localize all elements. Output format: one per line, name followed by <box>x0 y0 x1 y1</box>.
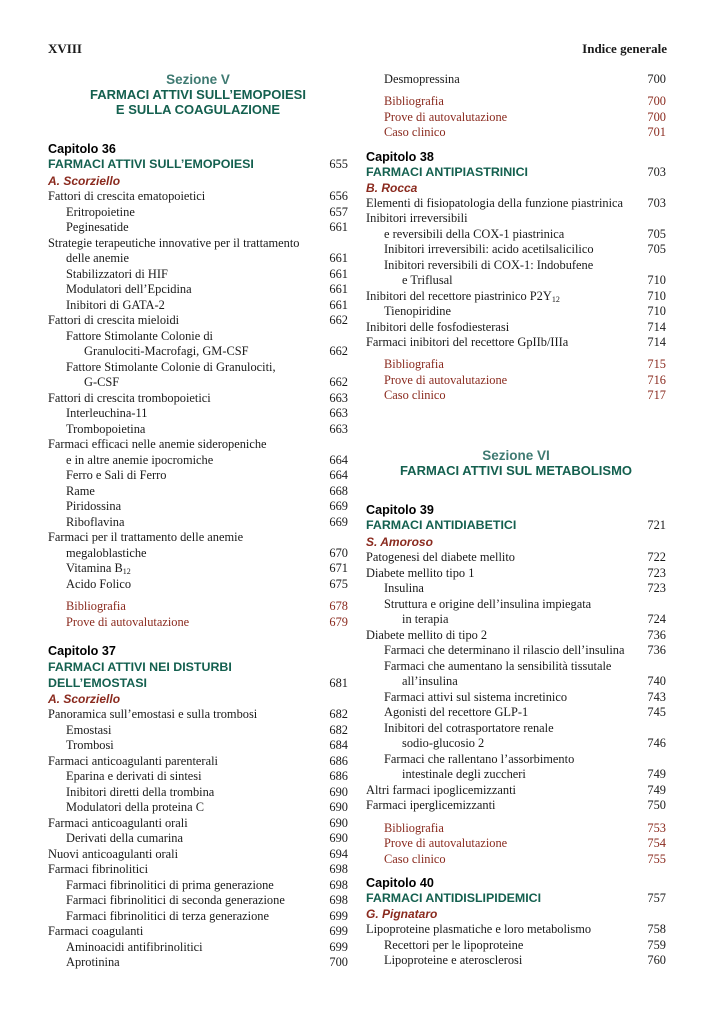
toc-text: Capitolo 37 <box>48 644 116 658</box>
toc-text: Diabete mellito di tipo 2 <box>366 628 488 642</box>
page-number: 657 <box>329 205 348 219</box>
toc-text: Strategie terapeutiche innovative per il trattamento <box>48 236 300 250</box>
toc-text: Prove di autovalutazione <box>384 110 508 124</box>
toc-entry <box>48 723 348 738</box>
page-number: 723 <box>647 581 666 595</box>
page-number: 749 <box>647 783 666 797</box>
toc-text: Farmaci anticoagulanti parenterali <box>48 754 218 768</box>
toc-text: Capitolo 40 <box>366 876 434 890</box>
page-number: 705 <box>647 242 666 256</box>
page-number: 699 <box>329 924 348 938</box>
toc-entry <box>48 189 348 204</box>
section-title <box>48 102 348 117</box>
toc-entry <box>366 72 666 87</box>
page-number: 723 <box>647 566 666 580</box>
toc-entry <box>48 800 348 815</box>
toc-entry <box>366 550 666 565</box>
toc-entry <box>48 329 348 344</box>
section-label <box>366 448 666 463</box>
toc-entry <box>48 893 348 908</box>
toc-text: B. Rocca <box>366 181 418 195</box>
toc-entry <box>366 211 666 226</box>
toc-text: e reversibili della COX-1 piastrinica <box>384 227 565 241</box>
toc-text: Struttura e origine dell’insulina impiegata <box>384 597 592 611</box>
running-title: Indice generale <box>582 41 667 56</box>
page-folio: XVIII <box>48 41 82 56</box>
toc-entry <box>48 831 348 846</box>
page-number: 668 <box>329 484 348 498</box>
toc-entry <box>366 581 666 596</box>
page-number: 736 <box>647 628 666 642</box>
page-number: 682 <box>329 723 348 737</box>
toc-text: A. Scorziello <box>48 174 121 188</box>
page-number: 755 <box>647 852 666 866</box>
toc-text: Inibitori diretti della trombina <box>66 785 215 799</box>
chapter-author <box>366 181 666 196</box>
toc-text: Acido Folico <box>66 577 132 591</box>
chapter-label <box>48 142 348 157</box>
toc-text: Prove di autovalutazione <box>384 373 508 387</box>
toc-back-matter <box>48 615 348 630</box>
chapter-title <box>48 676 348 691</box>
page-number: 678 <box>329 599 348 613</box>
toc-text: in terapia <box>402 612 449 626</box>
page-number: 669 <box>329 499 348 513</box>
toc-text: Modulatori della proteina C <box>66 800 204 814</box>
page-number: 698 <box>329 878 348 892</box>
toc-text: Lipoproteine e aterosclerosi <box>384 953 523 967</box>
toc-entry <box>48 267 348 282</box>
chapter-author <box>366 535 666 550</box>
toc-text: all’insulina <box>402 674 458 688</box>
page-number: 681 <box>329 676 348 690</box>
page-number: 740 <box>647 674 666 688</box>
toc-entry <box>48 816 348 831</box>
toc-text: Diabete mellito tipo 1 <box>366 566 475 580</box>
toc-entry <box>366 922 666 937</box>
toc-text: Rame <box>66 484 95 498</box>
toc-entry <box>366 612 666 627</box>
page-number: 743 <box>647 690 666 704</box>
page-number: 722 <box>647 550 666 564</box>
toc-entry <box>48 236 348 251</box>
toc-text: Modulatori dell’Epcidina <box>66 282 192 296</box>
toc-text: Fattori di crescita trombopoietici <box>48 391 211 405</box>
page-number: 661 <box>329 220 348 234</box>
page-number: 710 <box>647 289 666 303</box>
page-number: 760 <box>647 953 666 967</box>
toc-text: Insulina <box>384 581 424 595</box>
toc-entry <box>366 705 666 720</box>
page-number: 663 <box>329 406 348 420</box>
page-number: 663 <box>329 422 348 436</box>
page-number: 700 <box>329 955 348 969</box>
page-number: 724 <box>647 612 666 626</box>
page-number: 759 <box>647 938 666 952</box>
toc-entry <box>48 375 348 390</box>
page-number: 663 <box>329 391 348 405</box>
toc-text: Peginesatide <box>66 220 129 234</box>
chapter-title <box>366 518 666 533</box>
section-title <box>366 463 666 478</box>
toc-back-matter <box>366 110 666 125</box>
toc-text: Aprotinina <box>66 955 120 969</box>
toc-text: Farmaci che determinano il rilascio dell’insulina <box>384 643 625 657</box>
toc-entry <box>48 878 348 893</box>
page-number: 749 <box>647 767 666 781</box>
toc-entry <box>48 909 348 924</box>
toc-entry <box>366 953 666 968</box>
page-number: 671 <box>329 561 348 575</box>
page-number: 714 <box>647 335 666 349</box>
toc-text: Inibitori di GATA-2 <box>66 298 165 312</box>
toc-entry <box>366 273 666 288</box>
page-number: 694 <box>329 847 348 861</box>
page-number: 710 <box>647 273 666 287</box>
toc-text: Patogenesi del diabete mellito <box>366 550 515 564</box>
toc-back-matter <box>366 836 666 851</box>
chapter-label <box>366 503 666 518</box>
toc-text: Fattore Stimolante Colonie di <box>66 329 213 343</box>
toc-entry <box>48 847 348 862</box>
toc-entry <box>48 484 348 499</box>
toc-text: Farmaci che aumentano la sensibilità tissutale <box>384 659 612 673</box>
page-number: 753 <box>647 821 666 835</box>
chapter-label <box>366 876 666 891</box>
page-number: 698 <box>329 893 348 907</box>
toc-text: Farmaci attivi sul sistema incretinico <box>384 690 568 704</box>
page-number: 675 <box>329 577 348 591</box>
toc-entry <box>366 289 666 304</box>
toc-entry <box>48 205 348 220</box>
toc-text: Fattori di crescita ematopoietici <box>48 189 206 203</box>
toc-entry <box>366 566 666 581</box>
toc-text: Farmaci efficaci nelle anemie sideropeniche <box>48 437 267 451</box>
toc-text: Nuovi anticoagulanti orali <box>48 847 179 861</box>
toc-back-matter <box>366 357 666 372</box>
toc-text: Farmaci anticoagulanti orali <box>48 816 188 830</box>
toc-text: Stabilizzatori di HIF <box>66 267 168 281</box>
chapter-author <box>366 907 666 922</box>
toc-entry <box>48 422 348 437</box>
toc-entry <box>366 335 666 350</box>
toc-text: FARMACI ATTIVI SULL’EMOPOIESI <box>48 157 254 171</box>
subscript: 12 <box>551 295 560 304</box>
toc-text: Derivati della cumarina <box>66 831 183 845</box>
subscript: 12 <box>122 567 131 576</box>
toc-text: Desmopressina <box>384 72 460 86</box>
chapter-author <box>48 692 348 707</box>
toc-entry <box>48 251 348 266</box>
page-number: 686 <box>329 769 348 783</box>
toc-text: E SULLA COAGULAZIONE <box>115 102 281 117</box>
toc-text: Trombosi <box>66 738 114 752</box>
toc-text: Farmaci per il trattamento delle anemie <box>48 530 244 544</box>
chapter-author <box>48 174 348 189</box>
toc-entry <box>366 304 666 319</box>
toc-entry <box>48 940 348 955</box>
toc-back-matter <box>366 373 666 388</box>
toc-entry <box>48 468 348 483</box>
section-label <box>48 72 348 87</box>
toc-text: Caso clinico <box>384 125 446 139</box>
page-number: 684 <box>329 738 348 752</box>
toc-text: Recettori per le lipoproteine <box>384 938 524 952</box>
toc-text: Eparina e derivati di sintesi <box>66 769 202 783</box>
page-number: 655 <box>329 157 348 171</box>
page-number: 682 <box>329 707 348 721</box>
page-number: 679 <box>329 615 348 629</box>
toc-text: e Triflusal <box>402 273 453 287</box>
page-number: 717 <box>647 388 666 402</box>
page-number: 664 <box>329 453 348 467</box>
page-number: 754 <box>647 836 666 850</box>
toc-text: Inibitori del cotrasportatore renale <box>384 721 554 735</box>
page-number: 758 <box>647 922 666 936</box>
toc-text: FARMACI ATTIVI SULL’EMOPOIESI <box>90 87 306 102</box>
toc-back-matter <box>366 94 666 109</box>
toc-text: Ferro e Sali di Ferro <box>66 468 167 482</box>
toc-entry <box>366 721 666 736</box>
chapter-title <box>48 660 348 675</box>
page-number: 661 <box>329 298 348 312</box>
toc-text: Aminoacidi antifibrinolitici <box>66 940 203 954</box>
page-number: 656 <box>329 189 348 203</box>
page-number: 701 <box>647 125 666 139</box>
toc-text: Farmaci che rallentano l’assorbimento <box>384 752 575 766</box>
toc-text: delle anemie <box>66 251 129 265</box>
toc-text: Piridossina <box>66 499 122 513</box>
page-number: 669 <box>329 515 348 529</box>
page-number: 662 <box>329 344 348 358</box>
toc-text: Riboflavina <box>66 515 125 529</box>
page-number: 703 <box>647 196 666 210</box>
toc-text: Bibliografia <box>384 94 444 108</box>
toc-text: Fattore Stimolante Colonie di Granulociti, <box>66 360 276 374</box>
toc-text: Capitolo 39 <box>366 503 434 517</box>
toc-text: FARMACI ANTIDIABETICI <box>366 518 517 532</box>
toc-entry <box>48 298 348 313</box>
toc-text: Panoramica sull’emostasi e sulla trombosi <box>48 707 258 721</box>
page-number: 690 <box>329 831 348 845</box>
toc-entry <box>366 227 666 242</box>
toc-entry <box>366 690 666 705</box>
toc-entry <box>366 938 666 953</box>
toc-text: FARMACI ATTIVI NEI DISTURBI <box>48 660 232 674</box>
toc-back-matter <box>366 821 666 836</box>
toc-back-matter <box>366 388 666 403</box>
toc-text: Agonisti del recettore GLP-1 <box>384 705 529 719</box>
toc-entry <box>48 924 348 939</box>
toc-entry <box>48 530 348 545</box>
toc-text: Fattori di crescita mieloidi <box>48 313 180 327</box>
toc-entry <box>48 220 348 235</box>
toc-text: G-CSF <box>84 375 120 389</box>
toc-text: Altri farmaci ipoglicemizzanti <box>366 783 517 797</box>
toc-entry <box>366 597 666 612</box>
page-number: 757 <box>647 891 666 905</box>
toc-text: Prove di autovalutazione <box>384 836 508 850</box>
page-number: 690 <box>329 800 348 814</box>
toc-text: Farmaci fibrinolitici di terza generazione <box>66 909 269 923</box>
toc-entry <box>48 406 348 421</box>
chapter-title <box>48 157 348 172</box>
page-number: 699 <box>329 909 348 923</box>
toc-entry <box>48 546 348 561</box>
toc-entry <box>48 862 348 877</box>
page-number: 746 <box>647 736 666 750</box>
page-number: 700 <box>647 72 666 86</box>
toc-text: Caso clinico <box>384 852 446 866</box>
toc-text: megaloblastiche <box>66 546 147 560</box>
toc-entry <box>48 499 348 514</box>
toc-entry <box>366 643 666 658</box>
toc-entry <box>48 515 348 530</box>
toc-text: Capitolo 36 <box>48 142 116 156</box>
toc-text: Bibliografia <box>384 821 444 835</box>
toc-text: Inibitori irreversibili <box>366 211 468 225</box>
toc-entry <box>48 707 348 722</box>
page-number: 700 <box>647 94 666 108</box>
toc-entry <box>48 453 348 468</box>
page-number: 716 <box>647 373 666 387</box>
toc-entry <box>48 955 348 970</box>
toc-text: FARMACI ATTIVI SUL METABOLISMO <box>399 463 633 478</box>
toc-entry <box>366 736 666 751</box>
page-number: 715 <box>647 357 666 371</box>
page-number: 750 <box>647 798 666 812</box>
toc-entry <box>366 196 666 211</box>
page-number: 700 <box>647 110 666 124</box>
toc-entry <box>48 561 348 576</box>
toc-text: Granulociti-Macrofagi, GM-CSF <box>84 344 249 358</box>
toc-text: DELL’EMOSTASI <box>48 676 147 690</box>
toc-entry <box>48 313 348 328</box>
toc-text: FARMACI ANTIPIASTRINICI <box>366 165 528 179</box>
toc-text: Prove di autovalutazione <box>66 615 190 629</box>
toc-text: Bibliografia <box>66 599 126 613</box>
toc-text: Farmaci coagulanti <box>48 924 144 938</box>
toc-entry <box>366 628 666 643</box>
toc-text: Caso clinico <box>384 388 446 402</box>
toc-entry <box>366 752 666 767</box>
page-number: 686 <box>329 754 348 768</box>
page-number: 664 <box>329 468 348 482</box>
toc-text: Tienopiridine <box>384 304 452 318</box>
toc-text: Sezione V <box>166 72 230 87</box>
toc-text: Vitamina $B_{12}$ <box>66 561 131 576</box>
page-number: 661 <box>329 251 348 265</box>
page-number: 661 <box>329 267 348 281</box>
page-number: 661 <box>329 282 348 296</box>
toc-text: Lipoproteine plasmatiche e loro metabolismo <box>366 922 592 936</box>
page-number: 662 <box>329 375 348 389</box>
toc-entry <box>48 769 348 784</box>
toc-entry <box>48 754 348 769</box>
toc-text: Farmaci fibrinolitici <box>48 862 149 876</box>
chapter-label <box>48 644 348 659</box>
toc-text: Farmaci fibrinolitici di prima generazione <box>66 878 274 892</box>
page-number: 698 <box>329 862 348 876</box>
toc-text: Eritropoietine <box>66 205 135 219</box>
toc-entry <box>366 258 666 273</box>
toc-back-matter <box>366 125 666 140</box>
toc-entry <box>366 242 666 257</box>
toc-text: Farmaci fibrinolitici di seconda generazione <box>66 893 285 907</box>
page-number: 699 <box>329 940 348 954</box>
page-number: 690 <box>329 816 348 830</box>
chapter-title <box>366 891 666 906</box>
toc-entry <box>48 344 348 359</box>
toc-entry <box>366 659 666 674</box>
toc-text: Inibitori irreversibili: acido acetilsalicilico <box>384 242 594 256</box>
toc-text: Interleuchina-11 <box>66 406 148 420</box>
page-number: 703 <box>647 165 666 179</box>
toc-text: Inibitori del recettore piastrinico $P2Y_{12}$ <box>366 289 560 304</box>
page-number: 662 <box>329 313 348 327</box>
toc-text: sodio-glucosio 2 <box>402 736 485 750</box>
toc-back-matter <box>366 852 666 867</box>
page-number: 721 <box>647 518 666 532</box>
page-number: 670 <box>329 546 348 560</box>
chapter-title <box>366 165 666 180</box>
toc-text: Emostasi <box>66 723 112 737</box>
toc-entry <box>48 282 348 297</box>
toc-text: Bibliografia <box>384 357 444 371</box>
toc-entry <box>48 391 348 406</box>
toc-text: intestinale degli zuccheri <box>402 767 526 781</box>
toc-text: Capitolo 38 <box>366 150 434 164</box>
page-number: 745 <box>647 705 666 719</box>
section-title <box>48 87 348 102</box>
page-number: 690 <box>329 785 348 799</box>
toc-back-matter <box>48 599 348 614</box>
toc-text: FARMACI ANTIDISLIPIDEMICI <box>366 891 542 905</box>
toc-entry <box>366 320 666 335</box>
toc-text: S. Amoroso <box>366 535 433 549</box>
toc-text: e in altre anemie ipocromiche <box>66 453 214 467</box>
toc-text: Sezione VI <box>482 448 550 463</box>
toc-entry <box>48 577 348 592</box>
toc-text: Farmaci iperglicemizzanti <box>366 798 496 812</box>
toc-text: Inibitori delle fosfodiesterasi <box>366 320 510 334</box>
chapter-label <box>366 150 666 165</box>
toc-entry <box>366 783 666 798</box>
toc-text: A. Scorziello <box>48 692 121 706</box>
toc-entry <box>366 674 666 689</box>
page-number: 710 <box>647 304 666 318</box>
toc-entry <box>48 360 348 375</box>
toc-entry <box>48 437 348 452</box>
toc-text: Trombopoietina <box>66 422 146 436</box>
page-number: 736 <box>647 643 666 657</box>
page-number: 714 <box>647 320 666 334</box>
toc-entry <box>366 798 666 813</box>
toc-entry <box>48 738 348 753</box>
toc-entry <box>48 785 348 800</box>
toc-entry <box>366 767 666 782</box>
toc-text: Farmaci inibitori del recettore GpIIb/IIIa <box>366 335 569 349</box>
toc-text: Inibitori reversibili di COX-1: Indobufene <box>384 258 594 272</box>
toc-text: G. Pignataro <box>366 907 438 921</box>
page-number: 705 <box>647 227 666 241</box>
toc-text: Elementi di fisiopatologia della funzione piastrinica <box>366 196 624 210</box>
